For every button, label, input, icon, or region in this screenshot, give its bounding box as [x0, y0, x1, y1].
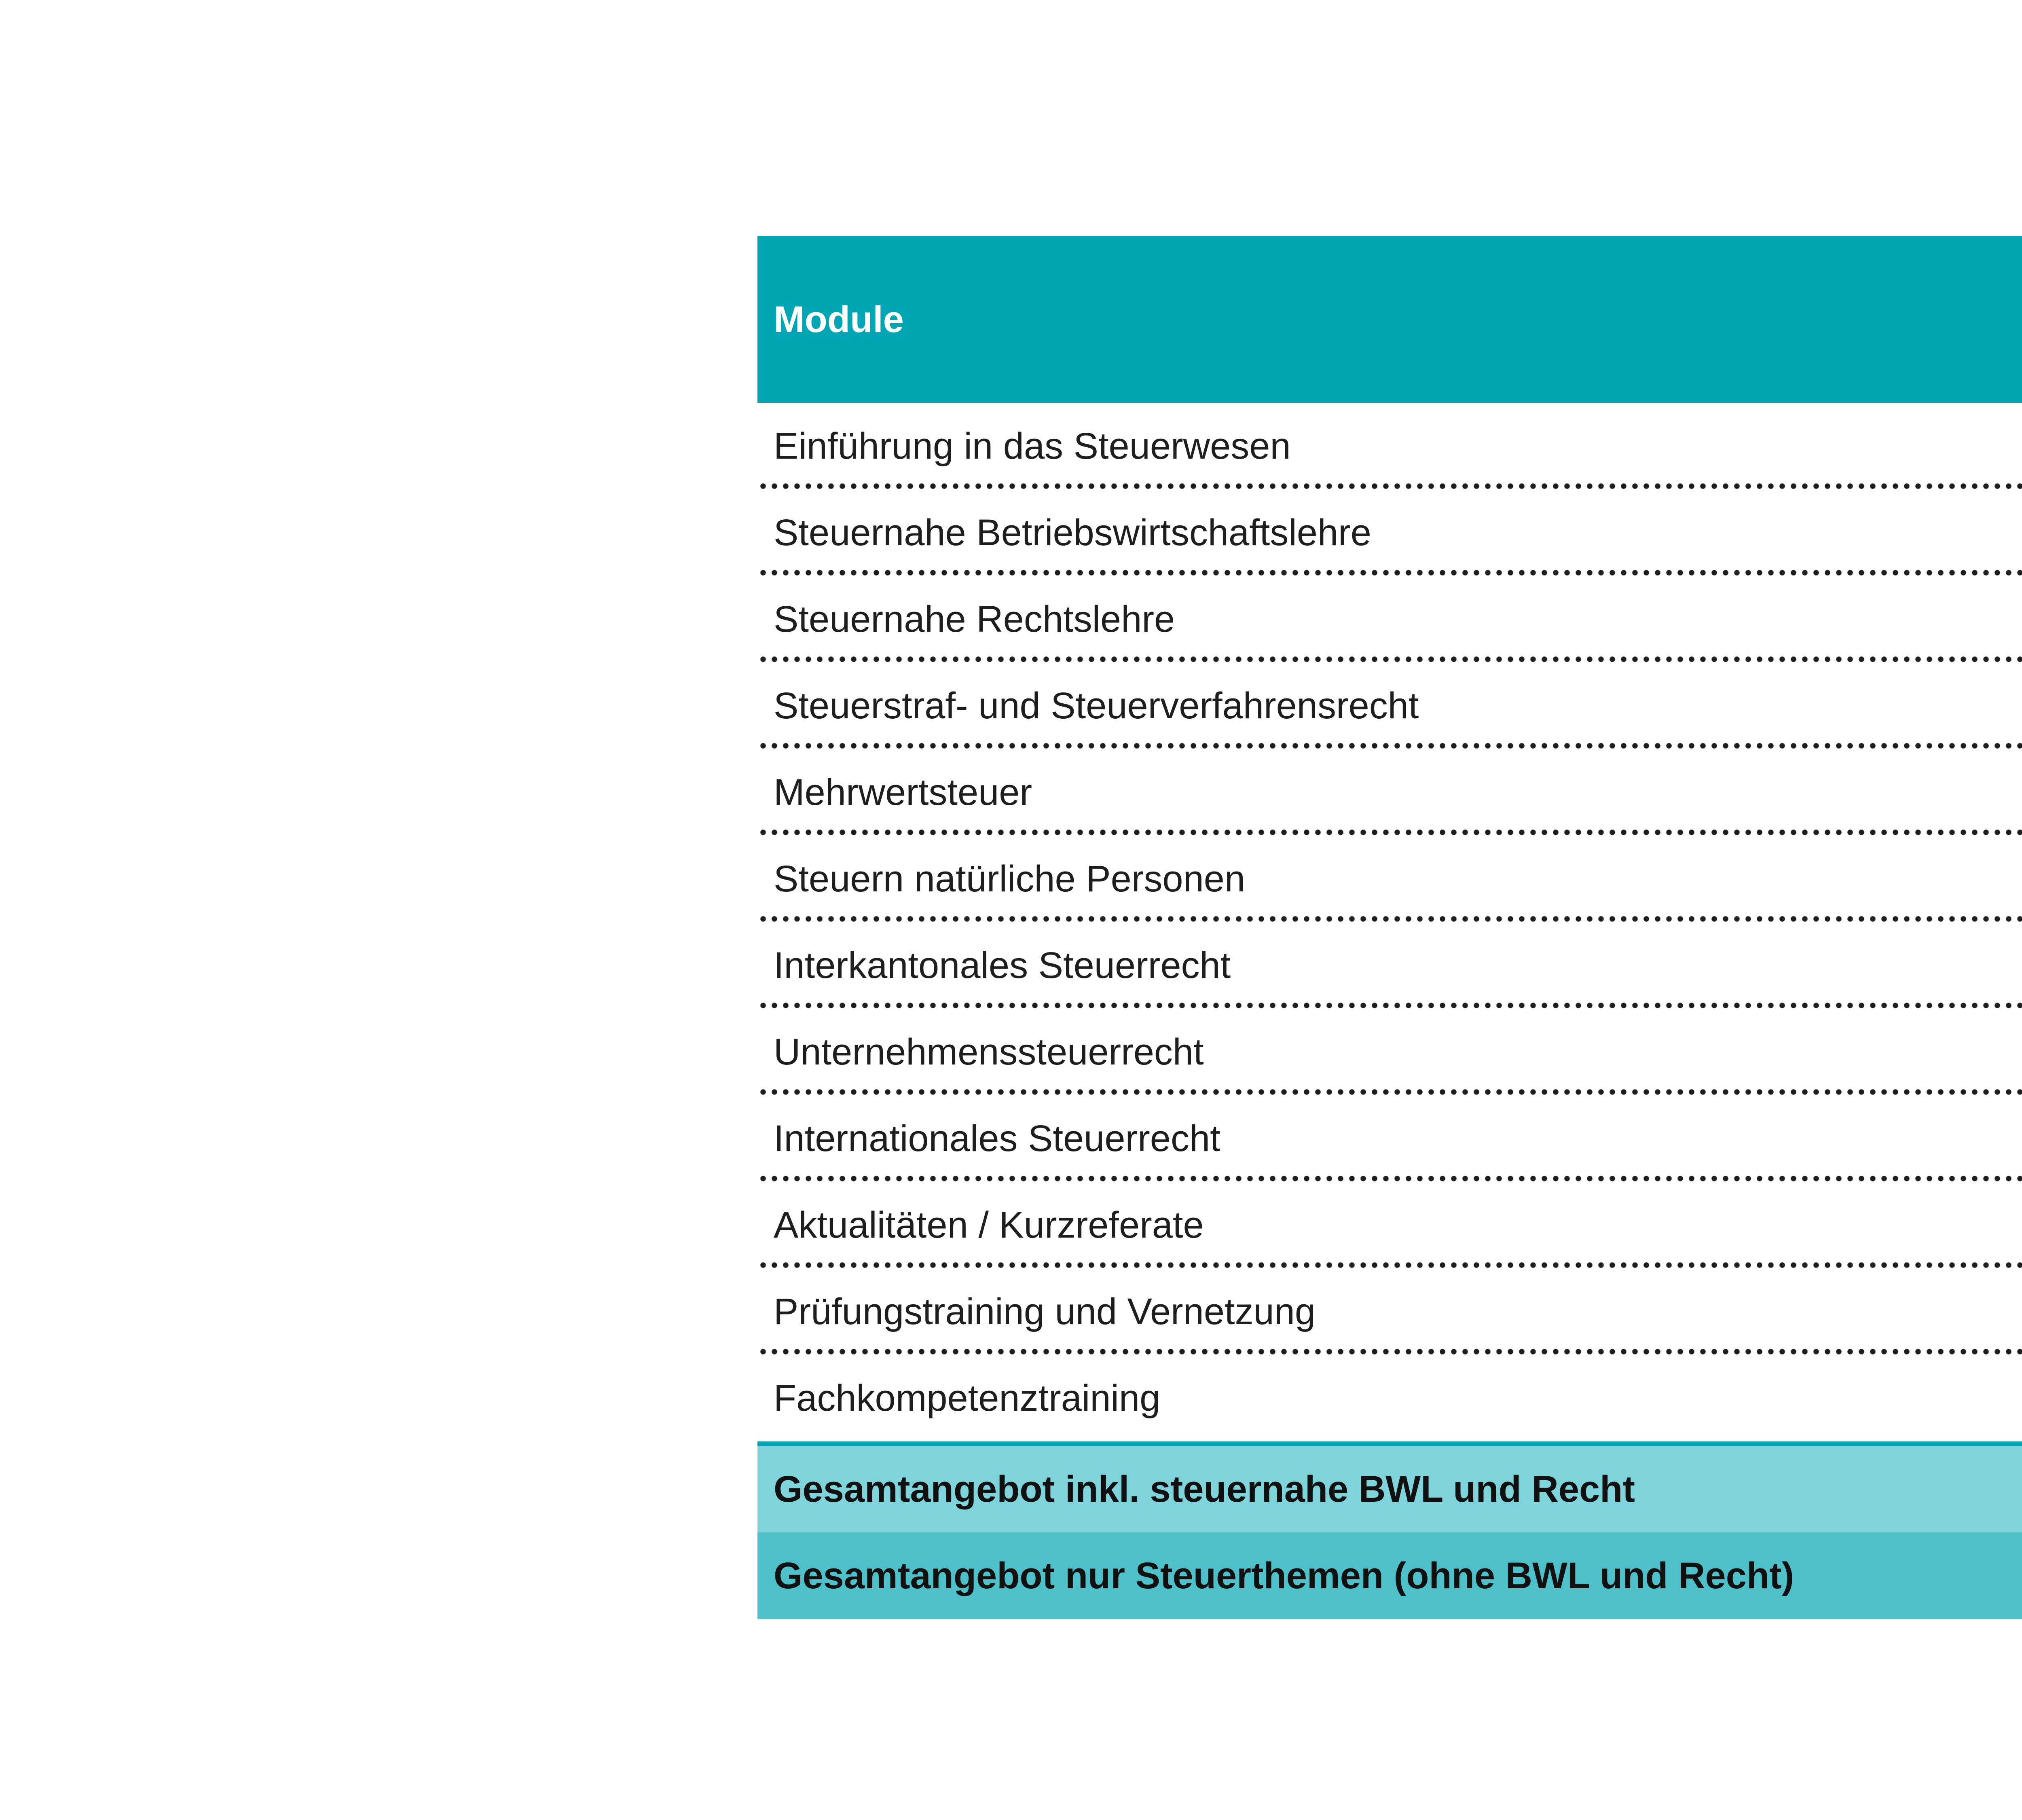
module-name: Steuern natürliche Personen	[757, 836, 2022, 922]
total-label: Gesamtangebot inkl. steuernahe BWL und Recht	[757, 1446, 2022, 1532]
module-name: Mehrwertsteuer	[757, 749, 2022, 836]
module-name: Prüfungstraining und Vernetzung	[757, 1268, 2022, 1355]
table-row	[757, 403, 2022, 489]
module-name: Steuernahe Rechtslehre	[757, 576, 2022, 662]
table-row	[757, 1009, 2022, 1095]
table-row	[757, 922, 2022, 1009]
total-row-tax-only	[757, 1532, 2022, 1619]
total-row-incl-bwl-recht	[757, 1441, 2022, 1532]
table-row	[757, 836, 2022, 922]
module-name: Einführung in das Steuerwesen	[757, 403, 2022, 489]
table-row	[757, 489, 2022, 576]
module-name: Aktualitäten / Kurzreferate	[757, 1182, 2022, 1268]
table-row	[757, 1268, 2022, 1355]
module-name: Fachkompetenztraining	[757, 1355, 2022, 1441]
module-name: Steuerstraf- und Steuerverfahrensrecht	[757, 662, 2022, 749]
header-module: Module	[774, 298, 904, 340]
modules-table	[757, 236, 2022, 1619]
table-row	[757, 662, 2022, 749]
module-name: Internationales Steuerrecht	[757, 1095, 2022, 1182]
total-label: Gesamtangebot nur Steuerthemen (ohne BWL und Recht)	[757, 1532, 2022, 1619]
module-name: Unternehmenssteuerrecht	[757, 1009, 2022, 1095]
table-row	[757, 576, 2022, 662]
table-header	[757, 236, 2022, 403]
module-name: Steuernahe Betriebswirtschaftslehre	[757, 489, 2022, 576]
module-name: Interkantonales Steuerrecht	[757, 922, 2022, 1009]
table-row	[757, 1182, 2022, 1268]
table-row	[757, 1095, 2022, 1182]
table-row	[757, 1355, 2022, 1441]
table-row	[757, 749, 2022, 836]
table-body	[757, 403, 2022, 1441]
